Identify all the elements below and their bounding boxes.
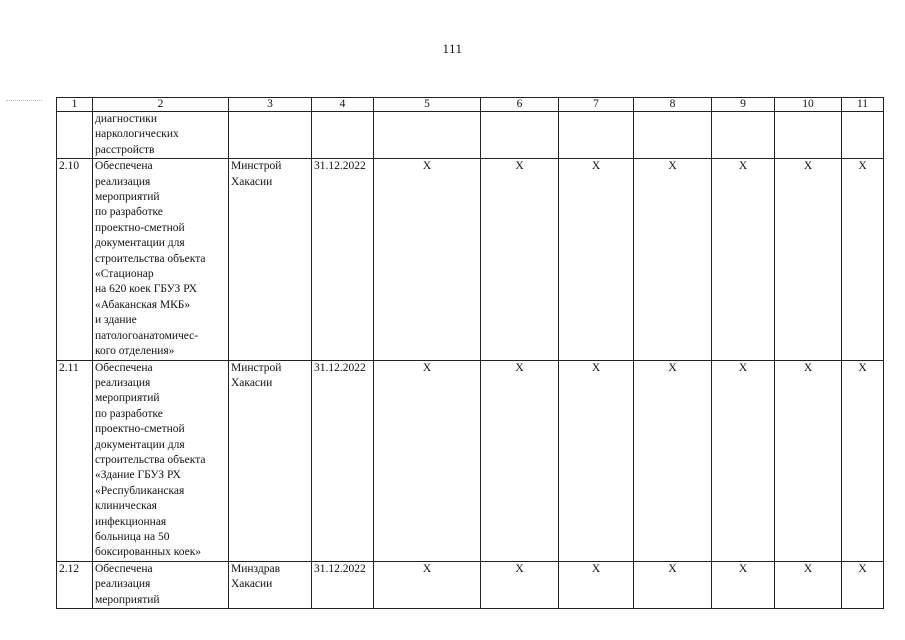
- x-mark: X: [712, 159, 775, 360]
- text-line: боксированных коек»: [95, 546, 202, 559]
- x-mark: X: [634, 561, 712, 608]
- x-mark: X: [634, 159, 712, 360]
- text-line: Хакасии: [231, 175, 273, 188]
- x-mark: X: [481, 561, 559, 608]
- x-mark: X: [481, 159, 559, 360]
- column-header-4: 4: [312, 98, 374, 112]
- column-header-9: 9: [712, 98, 775, 112]
- text-line: диагностики: [95, 113, 158, 125]
- text-line: Минстрой: [231, 160, 282, 173]
- due-date: 31.12.2022: [312, 159, 374, 360]
- empty-cell: [481, 112, 559, 159]
- empty-cell: [374, 112, 481, 159]
- text-line: кого отделения»: [95, 345, 175, 358]
- text-line: Обеспечена: [95, 160, 153, 173]
- text-line: на 620 коек ГБУЗ РХ: [95, 283, 198, 296]
- column-header-8: 8: [634, 98, 712, 112]
- x-mark: X: [775, 360, 842, 561]
- empty-cell: [842, 112, 884, 159]
- text-line: документации для: [95, 438, 185, 451]
- x-mark: X: [775, 159, 842, 360]
- x-mark: X: [842, 360, 884, 561]
- text-line: и здание: [95, 314, 137, 327]
- empty-cell: [312, 112, 374, 159]
- header-row: [57, 98, 884, 112]
- x-mark: X: [842, 561, 884, 608]
- empty-cell: [634, 112, 712, 159]
- x-mark: X: [374, 561, 481, 608]
- text-line: больница на 50: [95, 530, 170, 543]
- text-line: строительства объекта: [95, 252, 206, 265]
- column-header-6: 6: [481, 98, 559, 112]
- text-line: строительства объекта: [95, 453, 206, 466]
- column-header-2: 2: [93, 98, 229, 112]
- table-row: [57, 360, 884, 561]
- text-line: «Здание ГБУЗ РХ: [95, 469, 181, 482]
- row-number: 2.12: [57, 561, 93, 608]
- table-row: [57, 561, 884, 608]
- text-line: патологоанатомичес-: [95, 329, 199, 342]
- x-mark: X: [842, 159, 884, 360]
- text-line: по разработке: [95, 206, 163, 219]
- x-mark: X: [481, 360, 559, 561]
- text-line: проектно-сметной: [95, 423, 185, 436]
- row-number: 2.10: [57, 159, 93, 360]
- responsible-body: [229, 561, 312, 608]
- column-header-10: 10: [775, 98, 842, 112]
- text-line: мероприятий: [95, 593, 160, 606]
- due-date: 31.12.2022: [312, 561, 374, 608]
- text-line: Хакасии: [231, 578, 273, 591]
- text-line: реализация: [95, 376, 151, 389]
- text-line: Обеспечена: [95, 361, 153, 374]
- x-mark: X: [634, 360, 712, 561]
- num-cell: [57, 112, 93, 159]
- text-line: наркологических: [95, 128, 179, 141]
- x-mark: X: [775, 561, 842, 608]
- empty-cell: [559, 112, 634, 159]
- column-header-11: 11: [842, 98, 884, 112]
- x-mark: X: [559, 159, 634, 360]
- name-cell: [93, 112, 229, 159]
- table-row: [57, 159, 884, 360]
- text-line: клиническая: [95, 500, 157, 513]
- responsible-body: [229, 159, 312, 360]
- text-line: реализация: [95, 175, 151, 188]
- activity-description: [93, 360, 229, 561]
- due-date: 31.12.2022: [312, 360, 374, 561]
- x-mark: X: [374, 159, 481, 360]
- scan-mark: [6, 100, 42, 101]
- column-header-5: 5: [374, 98, 481, 112]
- text-line: Обеспечена: [95, 562, 153, 575]
- x-mark: X: [712, 360, 775, 561]
- text-line: Минстрой: [231, 361, 282, 374]
- text-line: «Абаканская МКБ»: [95, 298, 191, 311]
- text-line: мероприятий: [95, 392, 160, 405]
- text-line: Хакасии: [231, 376, 273, 389]
- x-mark: X: [374, 360, 481, 561]
- column-header-3: 3: [229, 98, 312, 112]
- row-number: 2.11: [57, 360, 93, 561]
- text-line: реализация: [95, 578, 151, 591]
- x-mark: X: [559, 360, 634, 561]
- x-mark: X: [712, 561, 775, 608]
- text-line: «Стационар: [95, 268, 154, 281]
- text-line: документации для: [95, 237, 185, 250]
- page-number: 111: [442, 41, 463, 56]
- column-header-1: 1: [57, 98, 93, 112]
- text-line: Минздрав: [231, 562, 281, 575]
- text-line: мероприятий: [95, 191, 160, 204]
- x-mark: X: [559, 561, 634, 608]
- empty-cell: [712, 112, 775, 159]
- empty-cell: [775, 112, 842, 159]
- activity-description: [93, 561, 229, 608]
- text-line: по разработке: [95, 407, 163, 420]
- column-header-7: 7: [559, 98, 634, 112]
- text-line: «Республиканская: [95, 484, 185, 497]
- text-line: инфекционная: [95, 515, 167, 528]
- empty-cell: [229, 112, 312, 159]
- text-line: проектно-сметной: [95, 221, 185, 234]
- text-line: расстройств: [95, 143, 155, 156]
- document-table: [56, 97, 884, 609]
- continuation-row: [57, 112, 884, 159]
- responsible-body: [229, 360, 312, 561]
- activity-description: [93, 159, 229, 360]
